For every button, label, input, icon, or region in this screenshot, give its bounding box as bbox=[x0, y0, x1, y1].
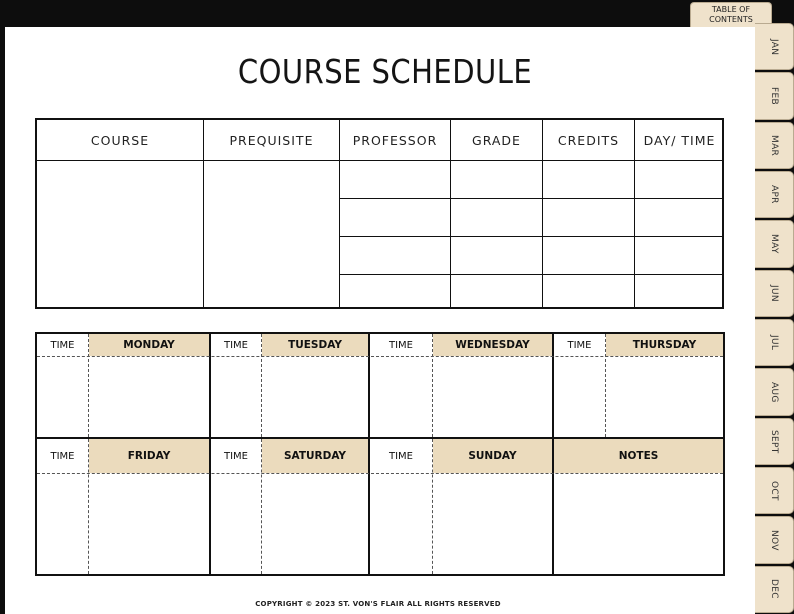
time-label: TIME bbox=[50, 339, 75, 351]
monday-entry[interactable] bbox=[37, 357, 209, 437]
course-table bbox=[35, 118, 724, 309]
month-tab-oct[interactable] bbox=[755, 467, 794, 514]
month-label: NOV bbox=[769, 529, 779, 551]
month-label: APR bbox=[769, 185, 779, 205]
toc-label-line2: CONTENTS bbox=[709, 15, 753, 24]
month-label: AUG bbox=[769, 381, 779, 403]
month-tab-jan[interactable] bbox=[755, 23, 794, 70]
month-tab-mar[interactable] bbox=[755, 122, 794, 169]
month-tab-jul[interactable] bbox=[755, 319, 794, 366]
day-label-saturday: SATURDAY bbox=[283, 450, 347, 462]
prerequisite-cell[interactable] bbox=[204, 161, 339, 307]
time-label: TIME bbox=[223, 450, 248, 462]
month-tab-dec[interactable] bbox=[755, 566, 794, 613]
time-label: TIME bbox=[223, 339, 248, 351]
page-title: COURSE SCHEDULE bbox=[237, 52, 533, 91]
tuesday-entry[interactable] bbox=[211, 357, 368, 437]
notes-label: NOTES bbox=[618, 450, 659, 462]
month-label: JUN bbox=[769, 284, 779, 302]
day-label-sunday: SUNDAY bbox=[468, 450, 517, 462]
toc-label-line1: TABLE OF bbox=[711, 5, 751, 14]
month-label: JUL bbox=[769, 335, 779, 351]
sunday-entry[interactable] bbox=[370, 474, 552, 574]
notes-entry[interactable] bbox=[554, 474, 723, 574]
thursday-entry[interactable] bbox=[554, 357, 723, 437]
header-credits: CREDITS bbox=[557, 132, 620, 148]
time-label: TIME bbox=[50, 450, 75, 462]
day-label-friday: FRIDAY bbox=[127, 450, 171, 462]
friday-entry[interactable] bbox=[37, 474, 209, 574]
month-label: MAR bbox=[769, 134, 779, 156]
copyright-footer: COPYRIGHT © 2023 ST. VON'S FLAIR ALL RIGHTS RESERVED bbox=[255, 600, 501, 608]
month-tab-apr[interactable] bbox=[755, 171, 794, 218]
month-tab-aug[interactable] bbox=[755, 368, 794, 415]
month-label: OCT bbox=[769, 480, 779, 501]
professor-cells[interactable] bbox=[340, 161, 450, 307]
header-professor: PROFESSOR bbox=[352, 132, 438, 148]
saturday-entry[interactable] bbox=[211, 474, 368, 574]
month-tab-sept[interactable] bbox=[755, 418, 794, 465]
weekly-schedule bbox=[35, 332, 725, 576]
month-tab-jun[interactable] bbox=[755, 270, 794, 317]
month-tabs bbox=[755, 22, 794, 614]
course-cell[interactable] bbox=[37, 161, 203, 307]
month-label: FEB bbox=[769, 87, 779, 105]
month-tab-feb[interactable] bbox=[755, 72, 794, 119]
header-prerequisite: PREQUISITE bbox=[229, 132, 314, 148]
month-tab-may[interactable] bbox=[755, 220, 794, 267]
month-label: SEPT bbox=[769, 429, 779, 454]
time-label: TIME bbox=[567, 339, 592, 351]
time-label: TIME bbox=[388, 339, 413, 351]
day-label-wednesday: WEDNESDAY bbox=[455, 339, 530, 351]
month-label: MAY bbox=[769, 234, 779, 254]
time-label: TIME bbox=[388, 450, 413, 462]
day-label-tuesday: TUESDAY bbox=[288, 339, 342, 351]
month-label: DEC bbox=[769, 579, 779, 600]
grade-cells[interactable] bbox=[451, 161, 542, 307]
day-time-cells[interactable] bbox=[635, 161, 724, 307]
header-course: COURSE bbox=[90, 132, 150, 148]
header-grade: GRADE bbox=[472, 132, 521, 148]
month-label: JAN bbox=[769, 38, 779, 55]
month-tab-nov[interactable] bbox=[755, 516, 794, 563]
credits-cells[interactable] bbox=[543, 161, 634, 307]
header-day-time: DAY/ TIME bbox=[643, 132, 716, 148]
day-label-monday: MONDAY bbox=[123, 339, 175, 351]
wednesday-entry[interactable] bbox=[370, 357, 552, 437]
day-label-thursday: THURSDAY bbox=[632, 339, 697, 351]
